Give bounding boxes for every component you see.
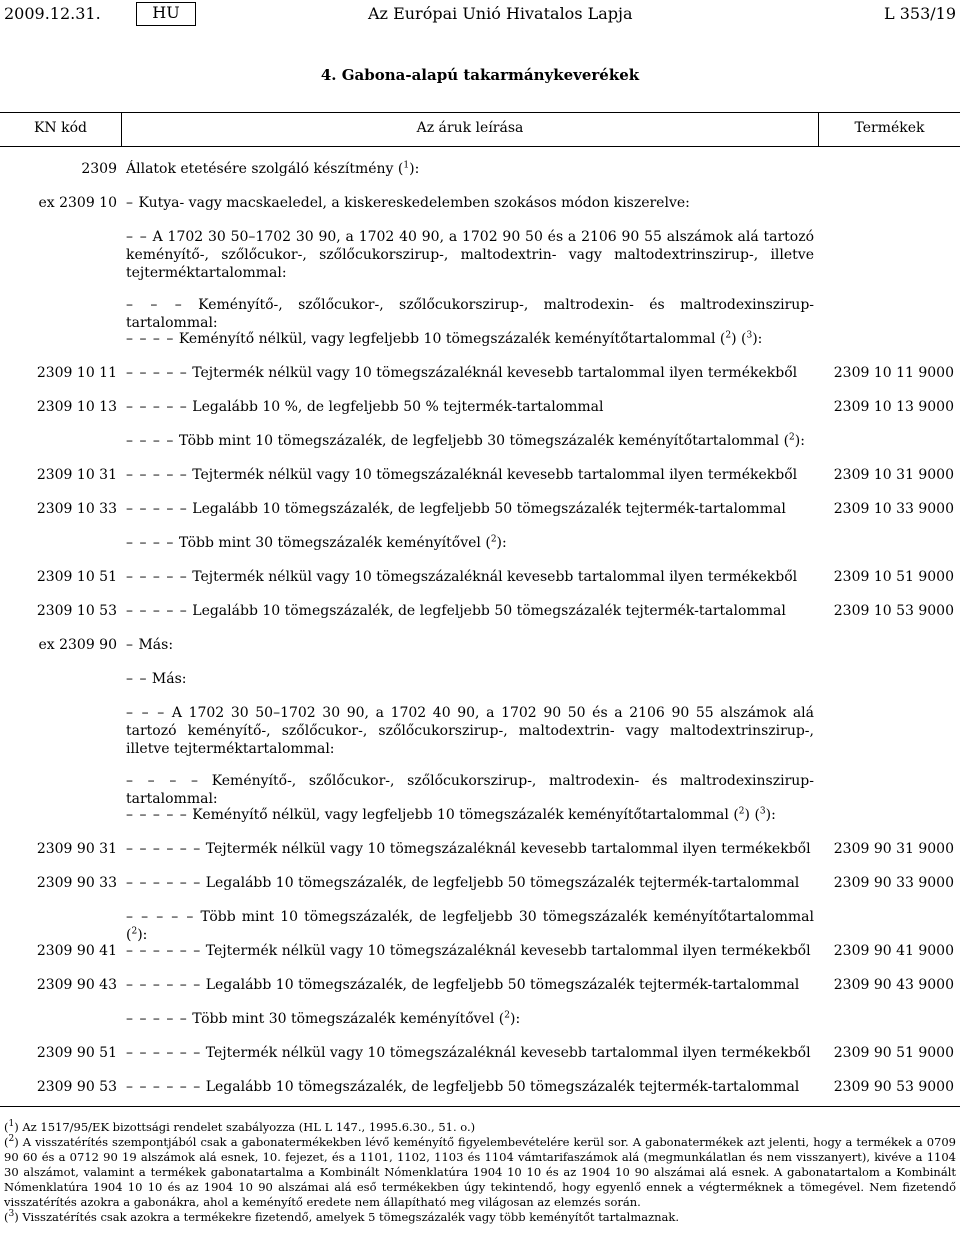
description-cell xyxy=(126,228,814,282)
indent-dashes: – – – – – xyxy=(126,1011,188,1027)
column-header-description: Az áruk leírása xyxy=(416,120,524,136)
description-text: Legalább 10 tömegszázalék, de legfeljebb 50 tömegszázalék tejtermék-tartalommal xyxy=(205,977,800,993)
indent-dashes: – – – – – xyxy=(126,501,188,517)
description-text: Kutya- vagy macskaeledel, a kiskereskedelemben szokásos módon kiszerelve: xyxy=(138,195,690,211)
description-cell xyxy=(126,364,814,382)
product-code: 2309 90 43 9000 xyxy=(833,977,954,993)
indent-dashes: – – – – – xyxy=(126,569,188,585)
description-text: Legalább 10 %, de legfeljebb 50 % tejtermék-tartalommal xyxy=(192,399,604,415)
description-cell xyxy=(126,534,814,552)
indent-dashes: – – – – xyxy=(126,773,200,789)
indent-dashes: – – xyxy=(126,671,148,687)
indent-dashes: – – – – – – xyxy=(126,977,202,993)
description-cell xyxy=(126,432,814,450)
product-code: 2309 10 31 9000 xyxy=(833,467,954,483)
footnote-3: ($^3$) Visszatérítés csak azokra a termékekre fizetendő, amelyek 5 tömegszázalék vagy több keményítőt tartalmaznak. xyxy=(4,1209,680,1224)
cn-code: ex 2309 10 xyxy=(38,195,117,211)
description-cell xyxy=(126,806,814,824)
header-language-badge: HU xyxy=(136,2,196,26)
product-code: 2309 90 33 9000 xyxy=(833,875,954,891)
product-code: 2309 10 53 9000 xyxy=(833,603,954,619)
cn-code: 2309 90 43 xyxy=(36,977,117,993)
cn-code: ex 2309 90 xyxy=(38,637,117,653)
cn-code: 2309 xyxy=(81,161,117,177)
description-text: Tejtermék nélkül vagy 10 tömegszázaléknál kevesebb tartalommal ilyen termékekből xyxy=(192,569,798,585)
description-text: Legalább 10 tömegszázalék, de legfeljebb 50 tömegszázalék tejtermék-tartalommal xyxy=(192,501,786,517)
cn-code: 2309 10 33 xyxy=(36,501,117,517)
description-cell xyxy=(126,704,814,758)
product-code: 2309 90 41 9000 xyxy=(833,943,954,959)
description-text: Legalább 10 tömegszázalék, de legfeljebb 50 tömegszázalék tejtermék-tartalommal xyxy=(192,603,786,619)
indent-dashes: – – – – – xyxy=(126,399,188,415)
description-text: Több mint 10 tömegszázalék, de legfeljebb 30 tömegszázalék keményítőtartalommal ($^2$): xyxy=(178,432,805,449)
table-top-rule xyxy=(0,112,960,113)
description-cell xyxy=(126,670,814,688)
description-text: A 1702 30 50–1702 30 90, a 1702 40 90, a 1702 90 50 és a 2106 90 55 alszámok alá tartozó keményítő-, szőlőcukor-, szőlőcukorszirup-, maltodextrin- vagy maltodextrinszirup-, illetve tejterméktartalommal: xyxy=(126,705,815,757)
description-text: Keményítő-, szőlőcukor-, szőlőcukorszirup-, maltrodexin- és maltrodexinszirup-tartalommal: xyxy=(126,773,814,807)
description-text: Keményítő nélkül, vagy legfeljebb 10 tömegszázalék keményítőtartalommal ($^2$) ($^3$): xyxy=(178,330,763,347)
description-text: Legalább 10 tömegszázalék, de legfeljebb 50 tömegszázalék tejtermék-tartalommal xyxy=(205,1079,800,1095)
indent-dashes: – – – – – xyxy=(126,909,195,925)
description-cell xyxy=(126,840,814,858)
indent-dashes: – – – – xyxy=(126,331,175,347)
description-cell xyxy=(126,602,814,620)
description-cell xyxy=(126,160,814,178)
column-header-cn: KN kód xyxy=(33,120,88,136)
description-cell xyxy=(126,636,814,654)
cn-code: 2309 10 13 xyxy=(36,399,117,415)
indent-dashes: – – – – – xyxy=(126,807,188,823)
product-code: 2309 90 51 9000 xyxy=(833,1045,954,1061)
indent-dashes: – – – – xyxy=(126,433,175,449)
description-cell xyxy=(126,568,814,586)
footnotes xyxy=(4,1120,956,1225)
description-text: Más: xyxy=(151,671,187,687)
description-cell xyxy=(126,398,814,416)
description-cell xyxy=(126,500,814,518)
description-cell xyxy=(126,976,814,994)
description-text: Tejtermék nélkül vagy 10 tömegszázaléknál kevesebb tartalommal ilyen termékekből xyxy=(192,467,798,483)
indent-dashes: – – – xyxy=(126,297,183,313)
description-text: A 1702 30 50–1702 30 90, a 1702 40 90, a 1702 90 50 és a 2106 90 55 alszámok alá tartozó keményítő-, szőlőcukor-, szőlőcukorszirup-, maltodextrin- vagy maltodextrinszirup-, illetve tejterméktartalommal: xyxy=(126,229,814,281)
product-code: 2309 10 51 9000 xyxy=(833,569,954,585)
indent-dashes: – – – – xyxy=(126,535,175,551)
description-text: Tejtermék nélkül vagy 10 tömegszázaléknál kevesebb tartalommal ilyen termékekből xyxy=(205,943,811,959)
indent-dashes: – – – – – – xyxy=(126,875,202,891)
page-header xyxy=(0,0,960,30)
description-text: Legalább 10 tömegszázalék, de legfeljebb 50 tömegszázalék tejtermék-tartalommal xyxy=(205,875,800,891)
description-cell xyxy=(126,296,814,332)
indent-dashes: – – – – – – xyxy=(126,1045,202,1061)
product-code: 2309 10 33 9000 xyxy=(833,501,954,517)
description-text: Több mint 30 tömegszázalék keményítővel ($^2$): xyxy=(192,1010,521,1027)
description-text: Keményítő nélkül, vagy legfeljebb 10 tömegszázalék keményítőtartalommal ($^2$) ($^3$): xyxy=(192,806,776,823)
description-text: Tejtermék nélkül vagy 10 tömegszázaléknál kevesebb tartalommal ilyen termékekből xyxy=(205,841,811,857)
description-cell xyxy=(126,1010,814,1028)
description-text: Tejtermék nélkül vagy 10 tömegszázaléknál kevesebb tartalommal ilyen termékekből xyxy=(205,1045,811,1061)
indent-dashes: – – – – – – xyxy=(126,841,202,857)
product-code: 2309 90 53 9000 xyxy=(833,1079,954,1095)
cn-code: 2309 90 33 xyxy=(36,875,117,891)
description-cell xyxy=(126,942,814,960)
table-header-bottom-rule xyxy=(0,146,960,147)
product-code: 2309 10 11 9000 xyxy=(833,365,954,381)
description-text: Más: xyxy=(138,637,174,653)
cn-code: 2309 90 31 xyxy=(36,841,117,857)
indent-dashes: – – – – – xyxy=(126,467,188,483)
indent-dashes: – – – – – – xyxy=(126,1079,202,1095)
section-title: 4. Gabona-alapú takarmánykeverékek xyxy=(320,66,640,84)
indent-dashes: – – – – – xyxy=(126,603,188,619)
indent-dashes: – – – xyxy=(126,705,166,721)
indent-dashes: – – xyxy=(126,229,148,245)
cn-code: 2309 10 53 xyxy=(36,603,117,619)
description-cell xyxy=(126,330,814,348)
indent-dashes: – xyxy=(126,195,134,211)
footnote-2: ($^2$) A visszatérítés szempontjából csak a gabonatermékekben lévő keményítő figyelembevételére kerül sor. A gabonatermékek azt jelenti, hogy a termékek a 0709 90 60 és a 0712 90 19 alszámok alá esnek, 10. fejezet, és a 1101, 1102, 1103 és 1104 vámtarifaszámok alá (megmunkálatlan és nem visszanyert), kivéve a 1104 30 alszámot, valamint a termékek gabonatartalma a Kombinált Nómenklatúra 1904 10 10 és az 1904 10 90 alszámai alá esnek. A gabonatartalom a Kombinált Nómenklatúra 1904 10 10 és az 1904 10 90 alszámai alá eső termékekben úgy tekintendő, hogy egyenlő ennek a végterméknek a tömegével. Nem fizetendő visszatérítés azokra a gabonákra, ahol a keményítő eredete nem állapítható meg világosan az elemzés során. xyxy=(4,1134,956,1209)
product-code: 2309 10 13 9000 xyxy=(833,399,954,415)
indent-dashes: – xyxy=(126,637,134,653)
description-text: Több mint 10 tömegszázalék, de legfeljebb 30 tömegszázalék keményítőtartalommal ($^2$): xyxy=(126,909,815,943)
cn-code: 2309 90 53 xyxy=(36,1079,117,1095)
description-text: Tejtermék nélkül vagy 10 tömegszázaléknál kevesebb tartalommal ilyen termékekből xyxy=(192,365,798,381)
table-bottom-rule xyxy=(0,1106,960,1107)
header-journal-title: Az Európai Unió Hivatalos Lapja xyxy=(368,4,633,23)
product-code: 2309 90 31 9000 xyxy=(833,841,954,857)
description-text: Keményítő-, szőlőcukor-, szőlőcukorszirup-, maltrodexin- és maltrodexinszirup-tartalommal: xyxy=(126,297,815,331)
cn-code: 2309 90 41 xyxy=(36,943,117,959)
description-text: Állatok etetésére szolgáló készítmény ($^1$): xyxy=(126,160,420,177)
cn-code: 2309 10 51 xyxy=(36,569,117,585)
header-date: 2009.12.31. xyxy=(4,4,101,23)
description-cell xyxy=(126,466,814,484)
description-text: Több mint 30 tömegszázalék keményítővel ($^2$): xyxy=(178,534,507,551)
description-cell xyxy=(126,194,814,212)
cn-code: 2309 10 11 xyxy=(36,365,117,381)
column-header-products: Termékek xyxy=(854,120,925,136)
description-cell xyxy=(126,772,814,808)
description-cell xyxy=(126,908,814,944)
cn-code: 2309 90 51 xyxy=(36,1045,117,1061)
indent-dashes: – – – – – xyxy=(126,365,188,381)
header-page-number: L 353/19 xyxy=(884,4,956,23)
indent-dashes: – – – – – – xyxy=(126,943,202,959)
description-cell xyxy=(126,874,814,892)
footnote-1: ($^1$) Az 1517/95/EK bizottsági rendelet szabályozza (HL L 147., 1995.6.30., 51. o.) xyxy=(4,1119,476,1134)
cn-code: 2309 10 31 xyxy=(36,467,117,483)
description-cell xyxy=(126,1044,814,1062)
description-cell xyxy=(126,1078,814,1096)
